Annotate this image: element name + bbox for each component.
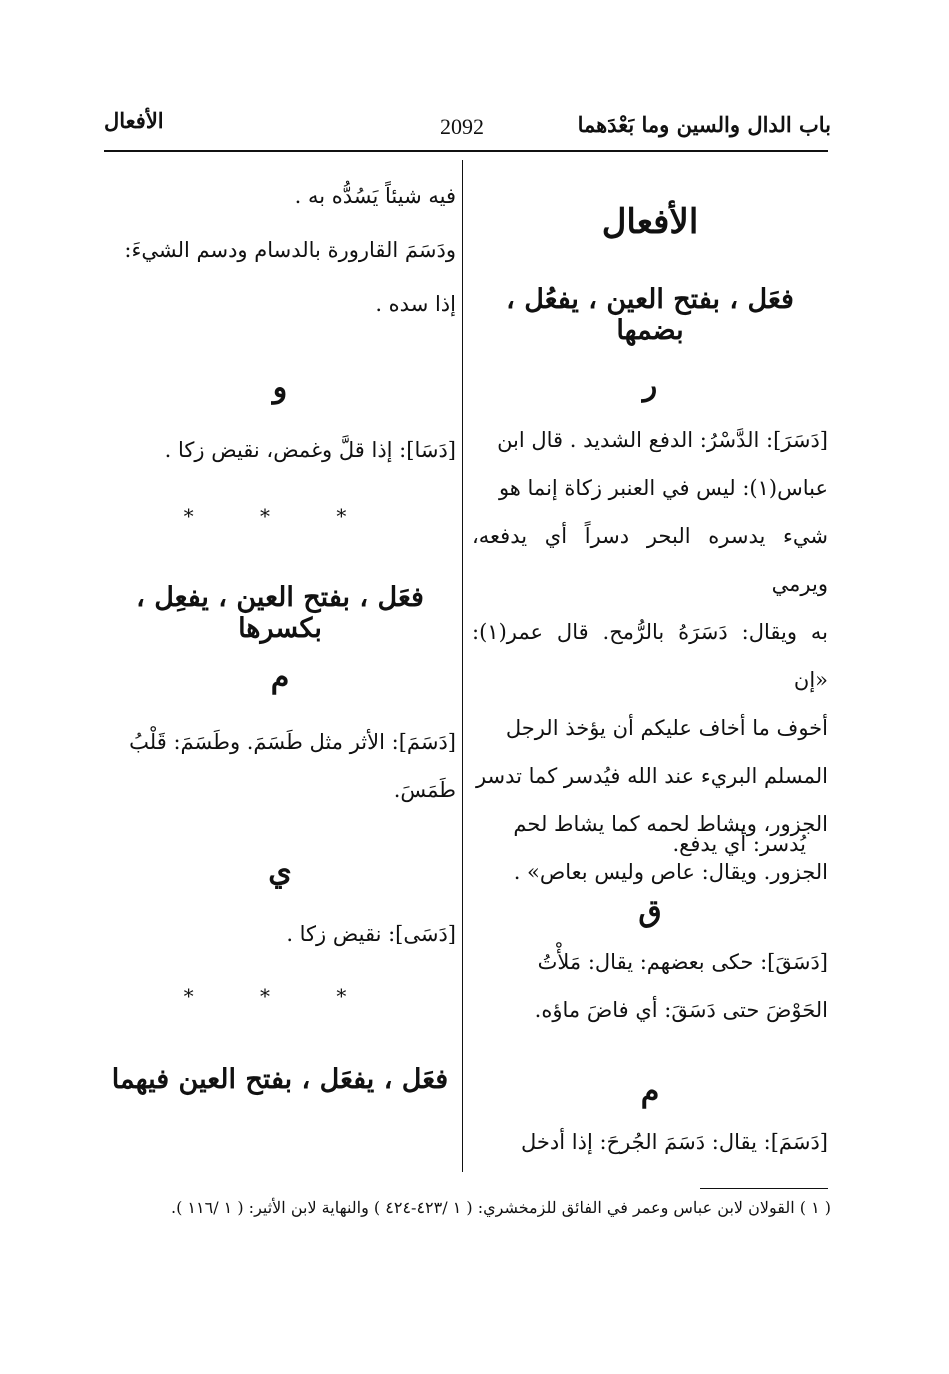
- entry-line: [دَسَقَ]: حكى بعضهم: يقال: مَلأْتُ: [537, 950, 828, 974]
- section-separator: * * *: [183, 984, 377, 1008]
- entry-line: أخوف ما أخاف عليكم أن يؤخذ الرجل: [505, 716, 828, 740]
- footnote: ( ١ ) القولان لابن عباس وعمر في الفائق للزمخشري: ( ١ /٤٢٣-٤٢٤ ) والنهاية لابن الأثير: ( ١ /١١٦ ).: [170, 1198, 831, 1217]
- entry-line: [دَسَرَ]: الدَّسْرُ: الدفع الشديد . قال ابن: [497, 428, 828, 452]
- entry-line: [دَسَا]: إذا قلَّ وغمض، نقيض زكا .: [164, 438, 456, 462]
- section-title: الأفعال: [601, 202, 699, 242]
- header-rule: [104, 150, 828, 152]
- conjugation-heading: فعَل ، بفتح العين ، يفعُل ، بضمها: [506, 284, 794, 346]
- entry-line: به ويقال: دَسَرَهُ بالرُّمح. قال عمر(١): «إن: [472, 620, 828, 692]
- section-separator: * * *: [183, 504, 377, 528]
- entry-line: [دَسَمَ]: الأثر مثل طَسَمَ. وطَسَمَ: قَلْبُ: [129, 730, 456, 754]
- letter-heading-m: م: [640, 1074, 660, 1109]
- conjugation-heading: فعَل ، يفعَل ، بفتح العين فيهما: [111, 1064, 449, 1095]
- entry-line: المسلم البريء عند الله فيُدسر كما تدسر: [475, 764, 828, 788]
- letter-heading-m: م: [270, 660, 290, 695]
- page-number: 2092: [440, 114, 484, 139]
- entry-dasam-continued: [104, 172, 456, 328]
- entry-gloss: يُدسر: أي يدفع.: [672, 832, 806, 856]
- entry-line: عباس(١): ليس في العنبر زكاة إنما هو: [498, 476, 828, 500]
- entry-dasim: [104, 718, 456, 814]
- running-head-chapter: باب الدال والسين وما بَعْدَهما: [577, 112, 831, 137]
- entry-dasaq: [472, 938, 828, 1034]
- column-divider: [462, 160, 463, 1172]
- entry-line: الحَوْضَ حتى دَسَقَ: أي فاضَ ماؤه.: [534, 998, 828, 1022]
- letter-heading-w: و: [272, 370, 288, 405]
- entry-line: إذا سده .: [375, 292, 456, 316]
- footnote-rule: [700, 1188, 828, 1189]
- entry-line: [دَسَمَ]: يقال: دَسَمَ الجُرحَ: إذا أدخل: [521, 1130, 828, 1154]
- entry-line: شيء يدسره البحر دسراً أي يدفعه، ويرمي: [472, 524, 828, 596]
- letter-heading-r: ر: [642, 368, 658, 403]
- entry-line: الجزور. ويقال: عاص وليس بعاص» .: [513, 860, 828, 884]
- conjugation-heading: فعَل ، بفتح العين ، يفعِل ، بكسرها: [136, 582, 424, 644]
- entry-line: [دَسَى]: نقيض زكا .: [286, 922, 456, 946]
- entry-line: الجزور، ويشاط لحمه كما يشاط لحم: [513, 812, 828, 836]
- entry-line: ودَسَمَ القارورة بالدسام ودسم الشيءَ:: [124, 238, 456, 262]
- letter-heading-y: ي: [268, 854, 292, 889]
- letter-heading-q: ق: [638, 894, 662, 929]
- entry-line: طَمَسَ.: [393, 778, 456, 802]
- running-head-section: الأفعال: [104, 108, 164, 133]
- entry-line: فيه شيئاً يَسُدُّه به .: [294, 184, 456, 208]
